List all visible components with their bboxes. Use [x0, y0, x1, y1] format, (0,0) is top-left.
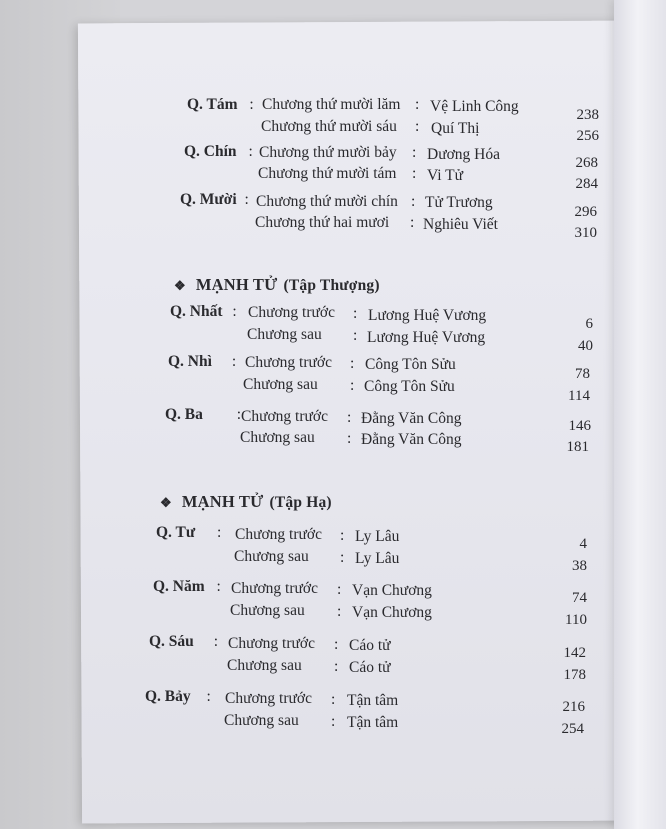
chapter-title: Chương trước	[248, 304, 336, 321]
toc-row	[168, 353, 236, 371]
chapter-title: Chương trước	[231, 580, 319, 597]
separator: :	[347, 430, 352, 447]
chapter-name: Vạn Chương	[352, 582, 432, 599]
chapter-name: Vệ Linh Công	[430, 98, 519, 115]
page-number: 254	[561, 721, 584, 737]
volume-label: Q. Chín	[184, 143, 237, 160]
separator: :	[347, 409, 352, 426]
page-number: 114	[568, 388, 590, 404]
chapter-name: Quí Thị	[431, 120, 480, 137]
page-number: 181	[566, 439, 589, 455]
separator: :	[231, 353, 237, 370]
chapter-name: Nghiêu Viết	[423, 216, 498, 233]
chapter-title: Chương trước	[245, 354, 333, 371]
page-number: 310	[574, 225, 597, 241]
page-number: 6	[585, 316, 593, 332]
chapter-title: Chương sau	[243, 376, 318, 393]
page-number: 146	[568, 418, 591, 434]
chapter-name: Lương Huệ Vương	[367, 329, 486, 346]
section-title: MẠNH TỬ	[181, 492, 264, 511]
separator: :	[415, 96, 420, 113]
separator: :	[334, 636, 339, 653]
volume-label: Q. Ba	[165, 406, 203, 423]
volume-label: Q. Năm	[153, 578, 205, 595]
separator: :	[340, 527, 345, 544]
section-heading	[160, 492, 332, 512]
section-title: MẠNH TỬ	[195, 275, 278, 294]
chapter-name: Ly Lâu	[355, 528, 400, 545]
separator: :	[411, 193, 416, 210]
separator: :	[350, 377, 355, 394]
toc-row	[180, 191, 249, 209]
toc-row	[145, 688, 211, 706]
chapter-title: Chương sau	[247, 326, 322, 343]
page-number: 110	[565, 612, 587, 628]
separator: :	[248, 143, 253, 160]
chapter-title: Chương sau	[234, 548, 309, 565]
page-number: 296	[574, 204, 597, 220]
chapter-title: Chương trước	[241, 408, 329, 425]
chapter-name: Vạn Chương	[352, 604, 432, 621]
separator: :	[249, 96, 254, 113]
chapter-title: Chương thứ mười tám	[258, 165, 397, 182]
chapter-name: Tận tâm	[347, 714, 399, 731]
toc-row	[184, 143, 253, 161]
separator: :	[410, 214, 415, 231]
chapter-title: Chương thứ mười chín	[256, 193, 398, 210]
toc-row	[170, 303, 237, 321]
chapter-name: Cáo tử	[349, 637, 391, 654]
chapter-title: Chương thứ mười lăm	[262, 96, 401, 113]
page-number: 178	[563, 667, 586, 683]
section-heading	[174, 275, 380, 295]
chapter-name: Đằng Văn Công	[361, 431, 462, 448]
separator: :	[350, 355, 355, 372]
toc-row	[149, 633, 218, 651]
chapter-title: Chương sau	[230, 602, 305, 619]
page-number: 40	[578, 338, 593, 354]
separator: :	[353, 327, 358, 344]
chapter-name: Công Tôn Sửu	[364, 378, 455, 395]
chapter-name: Dương Hóa	[427, 146, 500, 163]
chapter-name: Tử Trương	[425, 194, 493, 211]
chapter-name: Tận tâm	[347, 692, 399, 709]
toc-row	[153, 578, 221, 596]
volume-label: Q. Sáu	[149, 633, 194, 650]
chapter-name: Đằng Văn Công	[361, 410, 462, 427]
page-number: 74	[572, 590, 587, 606]
separator: :	[244, 191, 249, 208]
page-number: 216	[562, 699, 585, 715]
page-number: 78	[575, 366, 590, 382]
separator: :	[213, 633, 218, 650]
separator: :	[217, 524, 222, 541]
separator: :	[331, 713, 336, 730]
separator: :	[334, 658, 339, 675]
chapter-title: Chương trước	[228, 635, 316, 652]
toc-row	[165, 406, 241, 424]
separator: :	[353, 305, 358, 322]
section-subtitle: (Tập Hạ)	[269, 494, 332, 511]
separator: :	[232, 303, 237, 320]
separator: :	[412, 165, 417, 182]
chapter-title: Chương thứ hai mươi	[255, 214, 390, 231]
chapter-name: Vi Tử	[427, 167, 464, 184]
chapter-title: Chương sau	[224, 712, 299, 729]
chapter-title: Chương trước	[235, 526, 323, 543]
chapter-title: Chương sau	[240, 429, 315, 446]
chapter-name: Công Tôn Sửu	[365, 356, 456, 373]
page-number: 284	[575, 176, 598, 192]
diamond-bullet-icon: ❖	[174, 278, 186, 293]
page-number: 4	[579, 536, 587, 552]
volume-label: Q. Bảy	[145, 688, 191, 705]
chapter-title: Chương thứ mười bảy	[259, 144, 397, 161]
page-number: 238	[576, 107, 599, 123]
section-subtitle: (Tập Thượng)	[283, 277, 380, 294]
page-number: 38	[572, 558, 587, 574]
chapter-name: Lương Huệ Vương	[368, 307, 487, 324]
toc-row	[187, 96, 254, 114]
separator: :	[415, 118, 420, 135]
separator: :	[216, 578, 221, 595]
volume-label: Q. Nhì	[168, 353, 212, 370]
volume-label: Q. Tám	[187, 96, 238, 113]
separator: :	[337, 581, 342, 598]
chapter-title: Chương trước	[225, 690, 313, 707]
chapter-title: Chương sau	[227, 657, 302, 674]
volume-label: Q. Nhất	[170, 303, 223, 320]
toc-row	[156, 524, 221, 542]
chapter-title: Chương thứ mười sáu	[261, 118, 397, 135]
separator: :	[412, 144, 417, 161]
chapter-name: Cáo tử	[349, 659, 391, 676]
chapter-name: Ly Lâu	[355, 550, 400, 567]
page-number: 268	[575, 155, 598, 171]
separator: :	[340, 549, 345, 566]
page-number: 142	[563, 645, 586, 661]
separator: :	[337, 603, 342, 620]
page-number: 256	[576, 128, 599, 144]
volume-label: Q. Mười	[180, 191, 237, 208]
volume-label: Q. Tư	[156, 524, 196, 541]
separator: :	[236, 406, 242, 423]
separator: :	[331, 691, 336, 708]
separator: :	[206, 688, 211, 705]
diamond-bullet-icon: ❖	[160, 495, 172, 510]
